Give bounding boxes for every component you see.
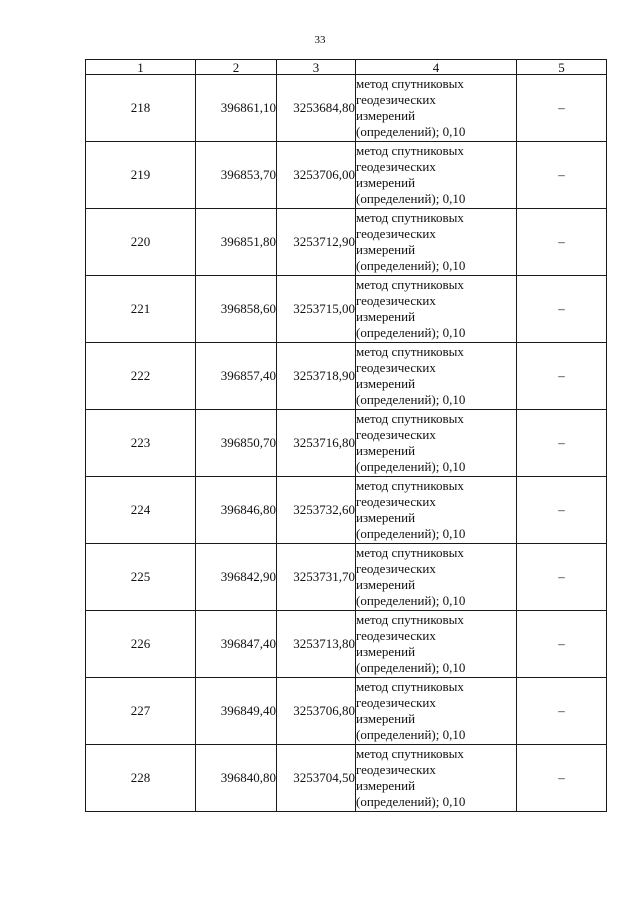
header-cell-5: 5 (517, 60, 607, 75)
method-line: геодезических (356, 762, 436, 777)
method-line: геодезических (356, 226, 436, 241)
table-row (86, 410, 607, 477)
method-line: геодезических (356, 427, 436, 442)
x-coordinate-cell: 396840,80 (196, 745, 277, 812)
method-line: метод спутниковых (356, 679, 464, 694)
method-cell (356, 343, 517, 410)
table-row (86, 611, 607, 678)
table-row (86, 209, 607, 276)
note-cell: – (517, 745, 607, 812)
header-cell-4: 4 (356, 60, 517, 75)
note-cell: – (517, 142, 607, 209)
method-line: метод спутниковых (356, 344, 464, 359)
method-cell (356, 477, 517, 544)
method-line: (определений); 0,10 (356, 459, 466, 474)
header-cell-3: 3 (277, 60, 356, 75)
method-line: метод спутниковых (356, 143, 464, 158)
note-cell: – (517, 410, 607, 477)
x-coordinate-cell: 396857,40 (196, 343, 277, 410)
table-row (86, 75, 607, 142)
point-number-cell: 224 (86, 477, 196, 544)
method-line: (определений); 0,10 (356, 392, 466, 407)
method-line: метод спутниковых (356, 411, 464, 426)
method-line: геодезических (356, 159, 436, 174)
method-line: геодезических (356, 92, 436, 107)
method-line: метод спутниковых (356, 478, 464, 493)
note-cell: – (517, 544, 607, 611)
table-row (86, 477, 607, 544)
method-cell (356, 276, 517, 343)
y-coordinate-cell: 3253716,80 (277, 410, 356, 477)
method-line: метод спутниковых (356, 545, 464, 560)
note-cell: – (517, 477, 607, 544)
method-line: измерений (356, 510, 416, 525)
table-header (86, 60, 607, 75)
header-cell-1: 1 (86, 60, 196, 75)
header-cell-2: 2 (196, 60, 277, 75)
method-line: геодезических (356, 695, 436, 710)
coordinates-table (85, 59, 607, 812)
point-number-cell: 223 (86, 410, 196, 477)
method-line: (определений); 0,10 (356, 660, 466, 675)
table-row (86, 276, 607, 343)
table-row (86, 678, 607, 745)
method-line: измерений (356, 175, 416, 190)
header-row (86, 60, 607, 75)
method-line: геодезических (356, 561, 436, 576)
x-coordinate-cell: 396847,40 (196, 611, 277, 678)
x-coordinate-cell: 396858,60 (196, 276, 277, 343)
y-coordinate-cell: 3253706,00 (277, 142, 356, 209)
method-line: метод спутниковых (356, 277, 464, 292)
method-cell (356, 142, 517, 209)
method-cell (356, 544, 517, 611)
y-coordinate-cell: 3253715,00 (277, 276, 356, 343)
x-coordinate-cell: 396849,40 (196, 678, 277, 745)
method-line: метод спутниковых (356, 76, 464, 91)
x-coordinate-cell: 396842,90 (196, 544, 277, 611)
method-line: (определений); 0,10 (356, 325, 466, 340)
y-coordinate-cell: 3253712,90 (277, 209, 356, 276)
page-number: 33 (314, 34, 326, 46)
method-line: (определений); 0,10 (356, 124, 466, 139)
table-row (86, 745, 607, 812)
table-row (86, 142, 607, 209)
point-number-cell: 226 (86, 611, 196, 678)
method-line: геодезических (356, 628, 436, 643)
note-cell: – (517, 343, 607, 410)
y-coordinate-cell: 3253731,70 (277, 544, 356, 611)
x-coordinate-cell: 396861,10 (196, 75, 277, 142)
method-line: измерений (356, 711, 416, 726)
point-number-cell: 225 (86, 544, 196, 611)
method-cell (356, 745, 517, 812)
point-number-cell: 219 (86, 142, 196, 209)
method-line: (определений); 0,10 (356, 258, 466, 273)
y-coordinate-cell: 3253704,50 (277, 745, 356, 812)
x-coordinate-cell: 396853,70 (196, 142, 277, 209)
method-line: измерений (356, 108, 416, 123)
method-line: геодезических (356, 360, 436, 375)
method-line: (определений); 0,10 (356, 794, 466, 809)
y-coordinate-cell: 3253684,80 (277, 75, 356, 142)
point-number-cell: 227 (86, 678, 196, 745)
note-cell: – (517, 276, 607, 343)
method-line: метод спутниковых (356, 746, 464, 761)
x-coordinate-cell: 396846,80 (196, 477, 277, 544)
y-coordinate-cell: 3253713,80 (277, 611, 356, 678)
note-cell: – (517, 611, 607, 678)
method-line: метод спутниковых (356, 210, 464, 225)
method-line: измерений (356, 376, 416, 391)
method-line: измерений (356, 778, 416, 793)
note-cell: – (517, 209, 607, 276)
method-line: геодезических (356, 293, 436, 308)
method-line: измерений (356, 443, 416, 458)
point-number-cell: 218 (86, 75, 196, 142)
method-cell (356, 611, 517, 678)
y-coordinate-cell: 3253718,90 (277, 343, 356, 410)
table-body (86, 75, 607, 812)
method-cell (356, 410, 517, 477)
point-number-cell: 228 (86, 745, 196, 812)
method-cell (356, 678, 517, 745)
table-row (86, 343, 607, 410)
method-cell (356, 75, 517, 142)
x-coordinate-cell: 396850,70 (196, 410, 277, 477)
note-cell: – (517, 75, 607, 142)
x-coordinate-cell: 396851,80 (196, 209, 277, 276)
method-line: измерений (356, 644, 416, 659)
method-line: измерений (356, 577, 416, 592)
method-line: геодезических (356, 494, 436, 509)
method-cell (356, 209, 517, 276)
table-row (86, 544, 607, 611)
method-line: (определений); 0,10 (356, 191, 466, 206)
y-coordinate-cell: 3253706,80 (277, 678, 356, 745)
method-line: (определений); 0,10 (356, 727, 466, 742)
point-number-cell: 222 (86, 343, 196, 410)
y-coordinate-cell: 3253732,60 (277, 477, 356, 544)
method-line: (определений); 0,10 (356, 593, 466, 608)
point-number-cell: 220 (86, 209, 196, 276)
method-line: метод спутниковых (356, 612, 464, 627)
method-line: измерений (356, 242, 416, 257)
note-cell: – (517, 678, 607, 745)
method-line: (определений); 0,10 (356, 526, 466, 541)
point-number-cell: 221 (86, 276, 196, 343)
method-line: измерений (356, 309, 416, 324)
